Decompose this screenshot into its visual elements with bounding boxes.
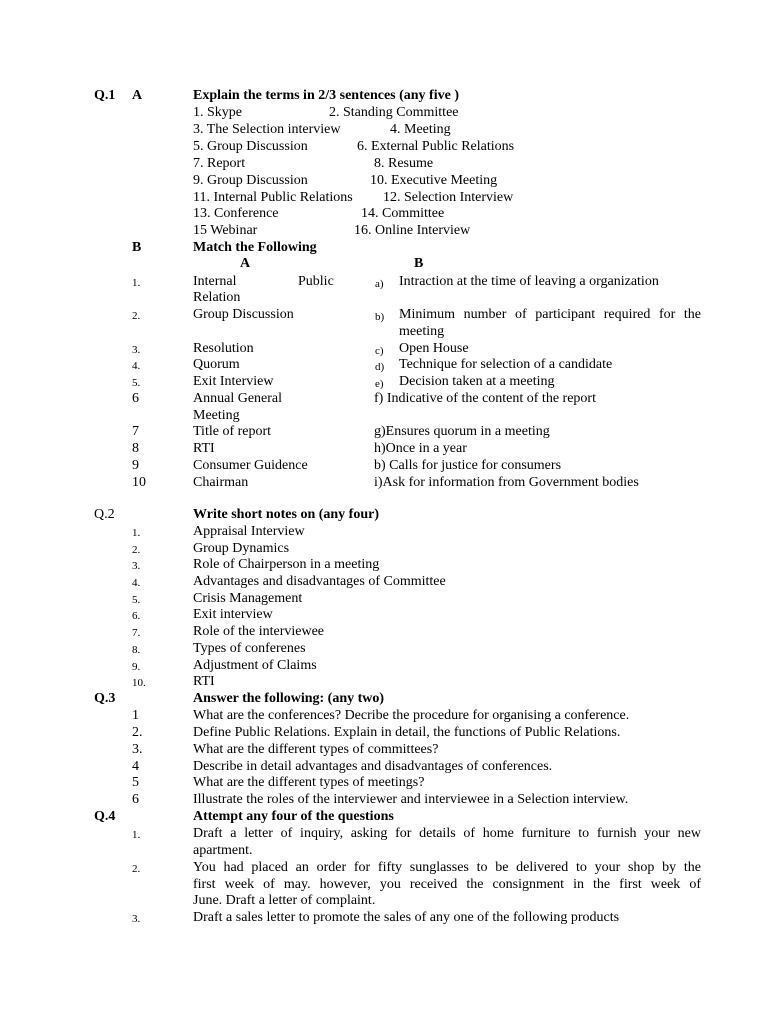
term-item: 14. Committee bbox=[361, 206, 445, 221]
match-row-number: 7 bbox=[132, 424, 139, 439]
term-item: 9. Group Discussion bbox=[193, 173, 308, 188]
list-item: Group Dynamics bbox=[193, 541, 290, 556]
match-item-b: i)Ask for information from Government bodies bbox=[374, 475, 639, 490]
match-item-a: RTI bbox=[193, 441, 215, 456]
match-item-a: Annual General bbox=[193, 391, 283, 406]
match-item-a: Meeting bbox=[193, 408, 240, 423]
list-item-number: 7. bbox=[132, 627, 141, 639]
term-item: 16. Online Interview bbox=[354, 223, 471, 238]
q1-part-b-letter: B bbox=[132, 240, 142, 255]
list-item-number: 1. bbox=[132, 527, 141, 539]
list-item: What are the different types of committees? bbox=[193, 742, 439, 757]
term-item: 7. Report bbox=[193, 156, 246, 171]
list-item-number: 8. bbox=[132, 644, 141, 656]
term-item: 15 Webinar bbox=[193, 223, 258, 238]
q1-part-b-heading: Match the Following bbox=[193, 240, 317, 255]
match-item-b-marker: a) bbox=[375, 278, 384, 290]
match-item-a: Quorum bbox=[193, 357, 240, 372]
match-item-b-marker: d) bbox=[375, 361, 385, 373]
match-row-number: 1. bbox=[132, 277, 141, 289]
match-row-number: 5. bbox=[132, 377, 141, 389]
list-item: Define Public Relations. Explain in detail, the functions of Public Relations. bbox=[193, 725, 621, 740]
q2-number: Q.2 bbox=[94, 507, 115, 522]
list-item: Appraisal Interview bbox=[193, 524, 305, 539]
term-item: 10. Executive Meeting bbox=[370, 173, 498, 188]
list-item-number: 2. bbox=[132, 863, 141, 875]
list-item-number: 6. bbox=[132, 610, 141, 622]
q1-number: Q.1 bbox=[94, 88, 116, 103]
list-item: Describe in detail advantages and disadvantages of conferences. bbox=[193, 759, 553, 774]
term-item: 1. Skype bbox=[193, 105, 242, 120]
q4-heading: Attempt any four of the questions bbox=[193, 809, 394, 824]
term-item: 11. Internal Public Relations bbox=[193, 190, 353, 205]
term-item: 2. Standing Committee bbox=[329, 105, 459, 120]
match-row-number: 2. bbox=[132, 310, 141, 322]
list-item-number: 9. bbox=[132, 661, 141, 673]
list-item-number: 2. bbox=[132, 725, 143, 740]
list-item-number: 6 bbox=[132, 792, 139, 807]
match-item-a: Relation bbox=[193, 290, 241, 305]
list-item: Illustrate the roles of the interviewer and interviewee in a Selection interview. bbox=[193, 792, 629, 807]
match-item-b: meeting bbox=[399, 324, 445, 339]
list-item: What are the conferences? Decribe the procedure for organising a conference. bbox=[193, 708, 630, 723]
list-item: Draft a sales letter to promote the sales of any one of the following products bbox=[193, 910, 620, 925]
match-item-b: b) Calls for justice for consumers bbox=[374, 458, 562, 473]
term-item: 12. Selection Interview bbox=[383, 190, 514, 205]
match-item-b: h)Once in a year bbox=[374, 441, 467, 456]
match-item-a: Group Discussion bbox=[193, 307, 294, 322]
list-item-number: 3. bbox=[132, 560, 141, 572]
q3-heading: Answer the following: (any two) bbox=[193, 691, 385, 706]
list-item-number: 1 bbox=[132, 708, 139, 723]
list-item: apartment. bbox=[193, 843, 253, 858]
match-row-number: 4. bbox=[132, 360, 141, 372]
list-item: Role of the interviewee bbox=[193, 624, 325, 639]
match-item-b-marker: b) bbox=[375, 311, 385, 323]
match-row-number: 8 bbox=[132, 441, 139, 456]
list-item: Adjustment of Claims bbox=[193, 658, 317, 673]
list-item: Exit interview bbox=[193, 607, 273, 622]
q1-part-a-letter: A bbox=[132, 88, 143, 103]
q3-number: Q.3 bbox=[94, 691, 116, 706]
match-item-a: Resolution bbox=[193, 341, 254, 356]
term-item: 8. Resume bbox=[374, 156, 434, 171]
list-item-number: 3. bbox=[132, 913, 141, 925]
list-item-number: 3. bbox=[132, 742, 143, 757]
match-column-b-header: B bbox=[414, 256, 424, 271]
term-item: 6. External Public Relations bbox=[357, 139, 515, 154]
match-item-b-marker: c) bbox=[375, 345, 384, 357]
match-row-number: 6 bbox=[132, 391, 139, 406]
match-column-a-header: A bbox=[240, 256, 251, 271]
match-item-a: Internal bbox=[193, 274, 237, 289]
match-item-b: Open House bbox=[399, 341, 469, 356]
match-row-number: 9 bbox=[132, 458, 139, 473]
list-item: Types of conferenes bbox=[193, 641, 306, 656]
q4-number: Q.4 bbox=[94, 809, 116, 824]
match-item-a: Chairman bbox=[193, 475, 249, 490]
term-item: 4. Meeting bbox=[390, 122, 451, 137]
q2-heading: Write short notes on (any four) bbox=[193, 507, 380, 522]
term-item: 3. The Selection interview bbox=[193, 122, 341, 137]
list-item-number: 1. bbox=[132, 829, 141, 841]
list-item: June. Draft a letter of complaint. bbox=[193, 893, 376, 908]
list-item: Advantages and disadvantages of Committee bbox=[193, 574, 446, 589]
list-item: Draft a letter of inquiry, asking for details of home furniture to furnish your new bbox=[193, 826, 701, 841]
match-item-a: Public bbox=[298, 274, 334, 289]
match-row-number: 3. bbox=[132, 344, 141, 356]
list-item-number: 10. bbox=[132, 677, 146, 689]
match-item-b: f) Indicative of the content of the report bbox=[374, 391, 596, 406]
match-item-a: Exit Interview bbox=[193, 374, 274, 389]
list-item: first week of may. however, you received the consignment in the first week of bbox=[193, 877, 701, 892]
match-item-b: Decision taken at a meeting bbox=[399, 374, 555, 389]
match-item-b: Minimum number of participant required for the bbox=[399, 307, 701, 322]
match-item-b: Intraction at the time of leaving a organization bbox=[399, 274, 659, 289]
match-item-b: Technique for selection of a candidate bbox=[399, 357, 613, 372]
list-item-number: 4. bbox=[132, 577, 141, 589]
list-item: RTI bbox=[193, 674, 215, 689]
list-item-number: 5 bbox=[132, 775, 139, 790]
list-item: Role of Chairperson in a meeting bbox=[193, 557, 380, 572]
match-item-b: g)Ensures quorum in a meeting bbox=[374, 424, 550, 439]
list-item: Crisis Management bbox=[193, 591, 303, 606]
list-item-number: 5. bbox=[132, 594, 141, 606]
q1-part-a-heading: Explain the terms in 2/3 sentences (any five ) bbox=[193, 88, 459, 103]
list-item-number: 2. bbox=[132, 544, 141, 556]
list-item-number: 4 bbox=[132, 759, 139, 774]
match-item-a: Title of report bbox=[193, 424, 272, 439]
match-item-b-marker: e) bbox=[375, 378, 384, 390]
list-item: What are the different types of meetings? bbox=[193, 775, 425, 790]
term-item: 13. Conference bbox=[193, 206, 279, 221]
term-item: 5. Group Discussion bbox=[193, 139, 308, 154]
match-row-number: 10 bbox=[132, 475, 146, 490]
list-item: You had placed an order for fifty sunglasses to be delivered to your shop by the bbox=[193, 860, 701, 875]
match-item-a: Consumer Guidence bbox=[193, 458, 308, 473]
